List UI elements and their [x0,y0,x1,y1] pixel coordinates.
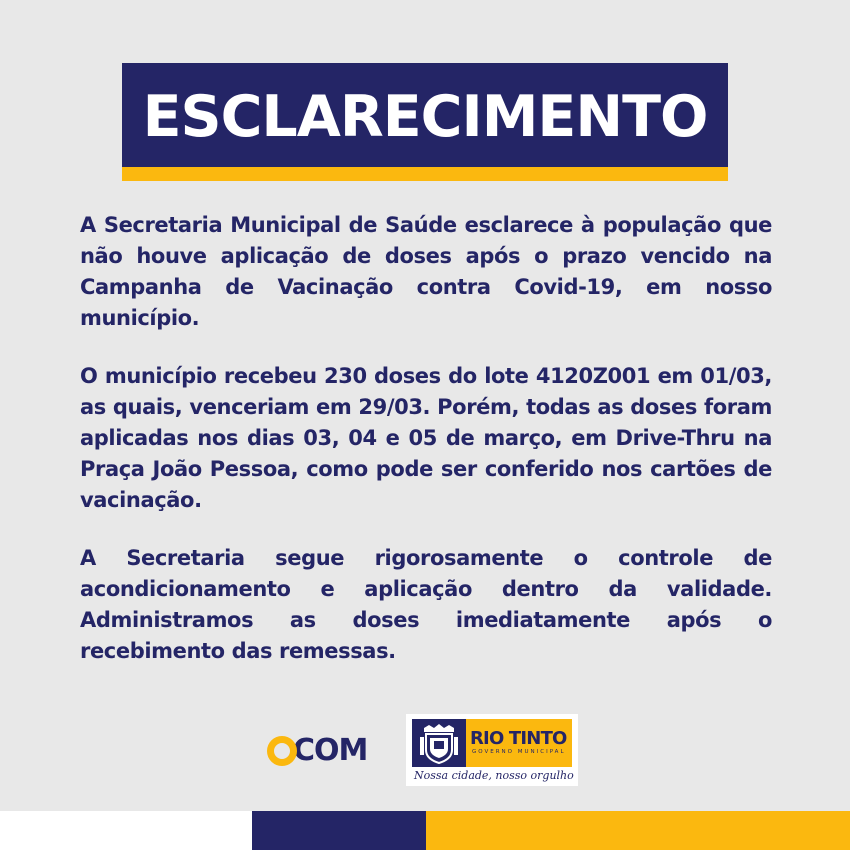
notice-paragraph-2: O município recebeu 230 doses do lote 4120Z001 em 01/03, as quais, venceriam em 29/03. Porém, todas as doses foram aplicadas nos dias 03, 04 e 05 de março, em Drive-Thru na Praça João Pessoa, como pode ser conferido nos cartões de vacinação. [80,364,772,512]
title-banner-navy [122,63,728,167]
com-ring-icon [267,736,297,766]
title-banner [122,63,728,181]
rio-tinto-name: RIO TINTO [470,728,567,749]
com-logo [267,733,367,769]
notice-body [80,210,772,694]
com-logo-text: COM [293,733,368,768]
footer-bar-yellow [426,811,850,850]
notice-paragraph-1: A Secretaria Municipal de Saúde esclarece à população que não houve aplicação de doses após o prazo vencido na Campanha de Vacinação contra Covid-19, em nosso município. [80,213,772,330]
notice-paragraph-3: A Secretaria segue rigorosamente o controle de acondicionamento e aplicação dentro da validade. Administramos as doses imediatamente após o recebimento das remessas. [80,546,772,663]
rio-tinto-subtitle: GOVERNO MUNICIPAL [472,749,566,755]
footer-bar-navy [252,811,426,850]
title-banner-underline [122,167,728,181]
page-title: ESCLARECIMENTO [142,83,708,150]
rio-tinto-logo [406,714,578,786]
rio-tinto-slogan: Nossa cidade, nosso orgulho [414,769,574,782]
city-crest-icon [412,719,466,767]
footer-bar-white [0,811,252,850]
